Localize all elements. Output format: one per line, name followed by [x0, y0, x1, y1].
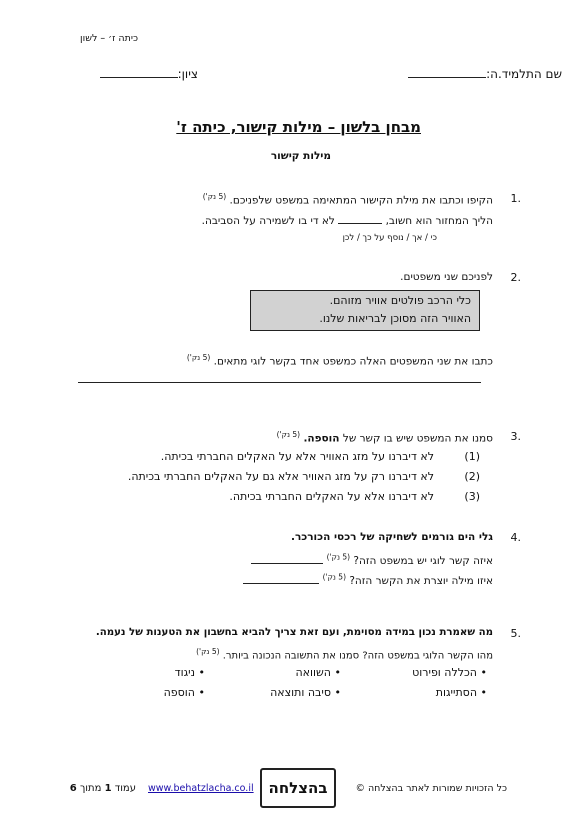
q3-option-2[interactable]: לא דיברנו רק על מזג האוויר אלא גם על האקלים החברתי בכיתה.	[127, 470, 434, 483]
q4-question2	[243, 572, 493, 587]
q3-number: 3.	[510, 430, 521, 443]
page-indicator	[70, 783, 136, 794]
q1-options[interactable]: כי / אך / נוסף על כך / לכן	[342, 233, 437, 243]
q1-sentence	[202, 212, 493, 227]
q5-option-6[interactable]: • הוספה	[163, 686, 205, 699]
q2-points: (5 נק')	[186, 353, 211, 362]
q2-task	[187, 353, 493, 368]
q4-number: 4.	[510, 531, 521, 544]
q5-option-3[interactable]: • ניגוד	[174, 666, 205, 679]
q3-option-2-number: (2)	[464, 470, 480, 483]
header-label: כיתה ז׳ – לשון	[80, 33, 138, 44]
q1-number: 1.	[510, 192, 521, 205]
page-total: 6	[69, 783, 77, 794]
grade-label: ציון:	[177, 67, 198, 81]
q5-option-5[interactable]: • סיבה ותוצאה	[270, 686, 341, 699]
q5-option-3-label: ניגוד	[174, 666, 195, 679]
student-name-label: שם התלמיד.ה:	[486, 67, 562, 81]
page-of: מתוך	[79, 783, 102, 794]
q1-sentence-part2: לא די בו לשמירה על הסביבה.	[201, 215, 335, 227]
q4-question1-text: איזה קשר לוגי יש במשפט הזה?	[353, 555, 493, 567]
grade-field[interactable]	[100, 66, 198, 81]
q4-statement: גלי הים גורמים לשחיקה של רכסי הכורכר.	[290, 531, 493, 543]
page-subtitle: מילות קישור	[270, 150, 331, 162]
page-current: 1	[104, 783, 112, 794]
student-name-field[interactable]	[408, 66, 562, 81]
q5-option-2[interactable]: • השוואה	[295, 666, 341, 679]
q2-instruction: לפניכם שני משפטים.	[400, 271, 493, 283]
q5-option-2-label: השוואה	[295, 666, 331, 679]
q1-instruction	[203, 192, 493, 207]
q2-number: 2.	[510, 271, 521, 284]
q2-task-text: כתבו את שני המשפטים האלה כמשפט אחד בקשר לוגי מתאים.	[213, 355, 493, 368]
q3-option-1-number: (1)	[464, 450, 480, 463]
q2-box-line2: האוויר הזה מסוכן לבריאות שלנו.	[319, 312, 471, 325]
q5-instruction	[196, 647, 493, 661]
q5-statement: מה שאמרת נכון במידה מסוימת, ועם זאת צריך להביא בחשבון את הטענות של נעמה.	[95, 627, 493, 638]
q5-option-1-label: הכללה ופירוט	[412, 666, 477, 679]
q5-option-1[interactable]: • הכללה ופירוט	[412, 666, 487, 679]
q1-instruction-text: הקיפו וכתבו את מילת הקישור המתאימה במשפט שלפניכם.	[229, 194, 493, 207]
q3-option-1[interactable]: לא דיברנו על מזג האוויר אלא על האקלים החברתי בכיתה.	[160, 450, 434, 463]
footer-link-wrap[interactable]	[148, 783, 254, 794]
site-logo: בהצלחה	[260, 768, 336, 808]
q4-question2-text: איזו מילה יוצרת את הקשר הזה?	[349, 575, 493, 587]
q4-answer1-blank[interactable]	[251, 552, 323, 564]
q1-sentence-part1: הליך המחזור הוא חשוב,	[385, 215, 493, 227]
q4-answer2-blank[interactable]	[243, 572, 319, 584]
q5-option-4[interactable]: • הסתייגות	[435, 686, 487, 699]
student-name-blank[interactable]	[408, 66, 486, 78]
q3-instruction-prefix: סמנו את המשפט שיש בו קשר של	[342, 432, 493, 445]
footer-copyright: כל הזכויות שמורות לאתר בהצלחה ©	[355, 783, 507, 794]
q3-option-3[interactable]: לא דיברנו אלא על האקלים החברתי בכיתה.	[229, 490, 434, 503]
grade-blank[interactable]	[100, 66, 178, 78]
q4-question1	[251, 552, 493, 567]
q5-points: (5 נק')	[196, 647, 220, 656]
q3-instruction-bold: הוספה.	[303, 432, 340, 445]
footer-link[interactable]: www.behatzlacha.co.il	[148, 783, 254, 794]
q2-sentences-box	[250, 290, 480, 331]
q2-box-line1: כלי הרכב פולטים אוויר מזוהם.	[329, 294, 471, 307]
q4-question2-points: (5 נק')	[322, 572, 346, 582]
q5-option-6-label: הוספה	[163, 686, 195, 699]
q2-answer-line[interactable]	[78, 382, 481, 383]
page-title: מבחן בלשון – מילות קישור, כיתה ז'	[176, 118, 421, 136]
q5-option-5-label: סיבה ותוצאה	[270, 686, 331, 699]
page-word: עמוד	[114, 783, 136, 794]
q3-instruction	[277, 430, 493, 445]
q3-option-3-number: (3)	[464, 490, 480, 503]
q5-instruction-text: מהו הקשר הלוגי במשפט הזה? סמנו את התשובה הנכונה ביותר.	[222, 650, 493, 662]
q4-question1-points: (5 נק')	[326, 552, 351, 562]
q1-answer-blank[interactable]	[338, 212, 382, 224]
q3-points: (5 נק')	[276, 430, 301, 439]
q5-option-4-label: הסתייגות	[435, 686, 477, 699]
q5-number: 5.	[510, 627, 521, 640]
q1-points: (5 נק')	[202, 192, 227, 201]
